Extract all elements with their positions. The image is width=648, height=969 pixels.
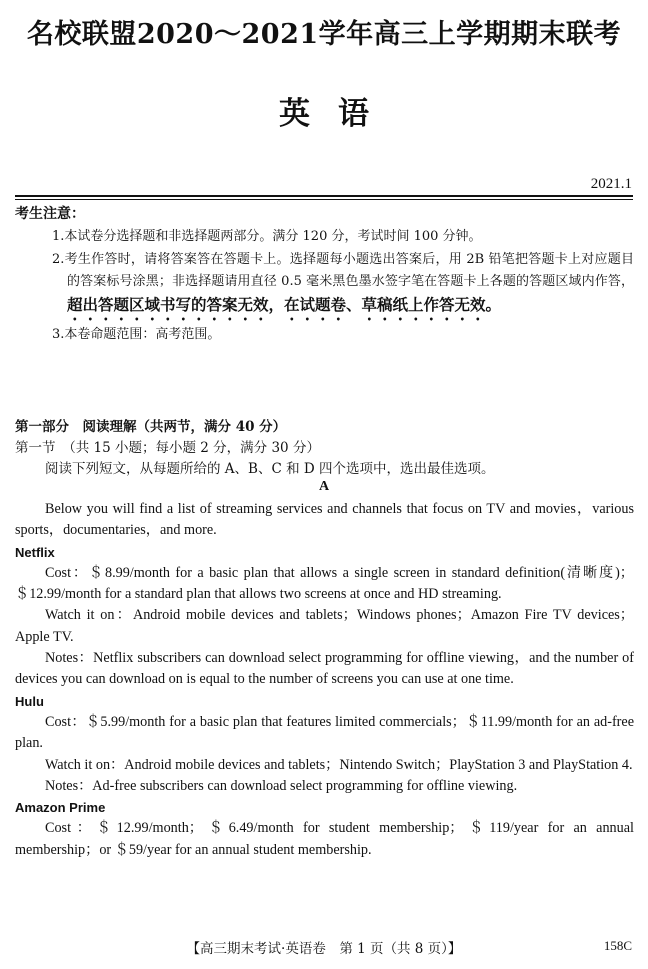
amazon-cost: Cost：＄12.99/month；＄6.49/month for student membership；＄119/year for an annual membership；or ＄59/year for an annual student membership.: [15, 820, 634, 858]
hulu-watch: Watch it on：Android mobile devices and tablets；Nintendo Switch；PlayStation 3 and PlayStation 4.: [45, 756, 633, 773]
notice-item-2-text: 2.考生作答时，请将答案答在答题卡上。选择题每小题选出答案后，用 2B 铅笔把答题卡上对应题目的答案标号涂黑；非选择题请用直径 0.5 毫米黑色墨水签字笔在答题卡上各题的答题区域内作答，: [52, 251, 634, 289]
hulu-cost: Cost：＄5.99/month for a basic plan that features limited commercials；＄11.99/month for an ad-free plan.: [15, 713, 634, 752]
exam-date: 2021.1: [590, 176, 632, 192]
notice-item-1: 1.本试卷分选择题和非选择题两部分。满分 120 分，考试时间 100 分钟。: [52, 229, 482, 244]
section1-instruction: 阅读下列短文，从每题所给的 A、B、C 和 D 四个选项中，选出最佳选项。: [45, 461, 495, 477]
hulu-heading: Hulu: [15, 693, 44, 709]
netflix-heading: Netflix: [15, 544, 55, 560]
notice-list: [52, 226, 634, 346]
notice-item-2-emphasis: 超出答题区域书写的答案无效，在试题卷、草稿纸上作答无效。: [67, 294, 502, 314]
notice-item-3: 3.本卷命题范围：高考范围。: [52, 326, 221, 342]
netflix-cost: Cost：＄8.99/month for a basic plan that allows a single screen in standard definition(清晰度)；＄12.99/month for a standard plan that allows two screens at once and HD streaming.: [15, 564, 634, 603]
page-footer: 【高三期末考试·英语卷 第 1 页（共 8 页）】: [186, 941, 462, 957]
notice-title: 考生注意：: [15, 206, 85, 222]
passage-body: [15, 499, 634, 861]
hulu-notes: Notes：Ad-free subscribers can download select programming for offline viewing.: [45, 777, 518, 794]
notice-item-2: [52, 249, 634, 324]
header-rule-thin: [15, 199, 633, 200]
exam-code: 158C: [603, 938, 632, 953]
amazon-heading: Amazon Prime: [15, 800, 106, 816]
passage-intro: Below you will find a list of streaming services and channels that focus on TV and movies，various sports，documentaries，and more.: [15, 501, 634, 539]
passage-label: A: [318, 479, 330, 494]
netflix-watch: Watch it on：Android mobile devices and tablets；Windows phones；Amazon Fire TV devices；Apple TV.: [15, 607, 634, 645]
section1-title: 第一节 （共 15 小题；每小题 2 分，满分 30 分）: [15, 440, 320, 456]
subject-title: 英语: [279, 96, 397, 132]
exam-title: 名校联盟2020～2021学年高三上学期期末联考: [26, 19, 622, 50]
part1-title: 第一部分 阅读理解（共两节，满分 40 分）: [15, 419, 287, 435]
header-rule-thick: [15, 195, 633, 197]
netflix-notes: Notes：Netflix subscribers can download select programming for offline viewing，and the number of devices you can download on is equal to the number of screens you can use at one time.: [15, 650, 634, 688]
